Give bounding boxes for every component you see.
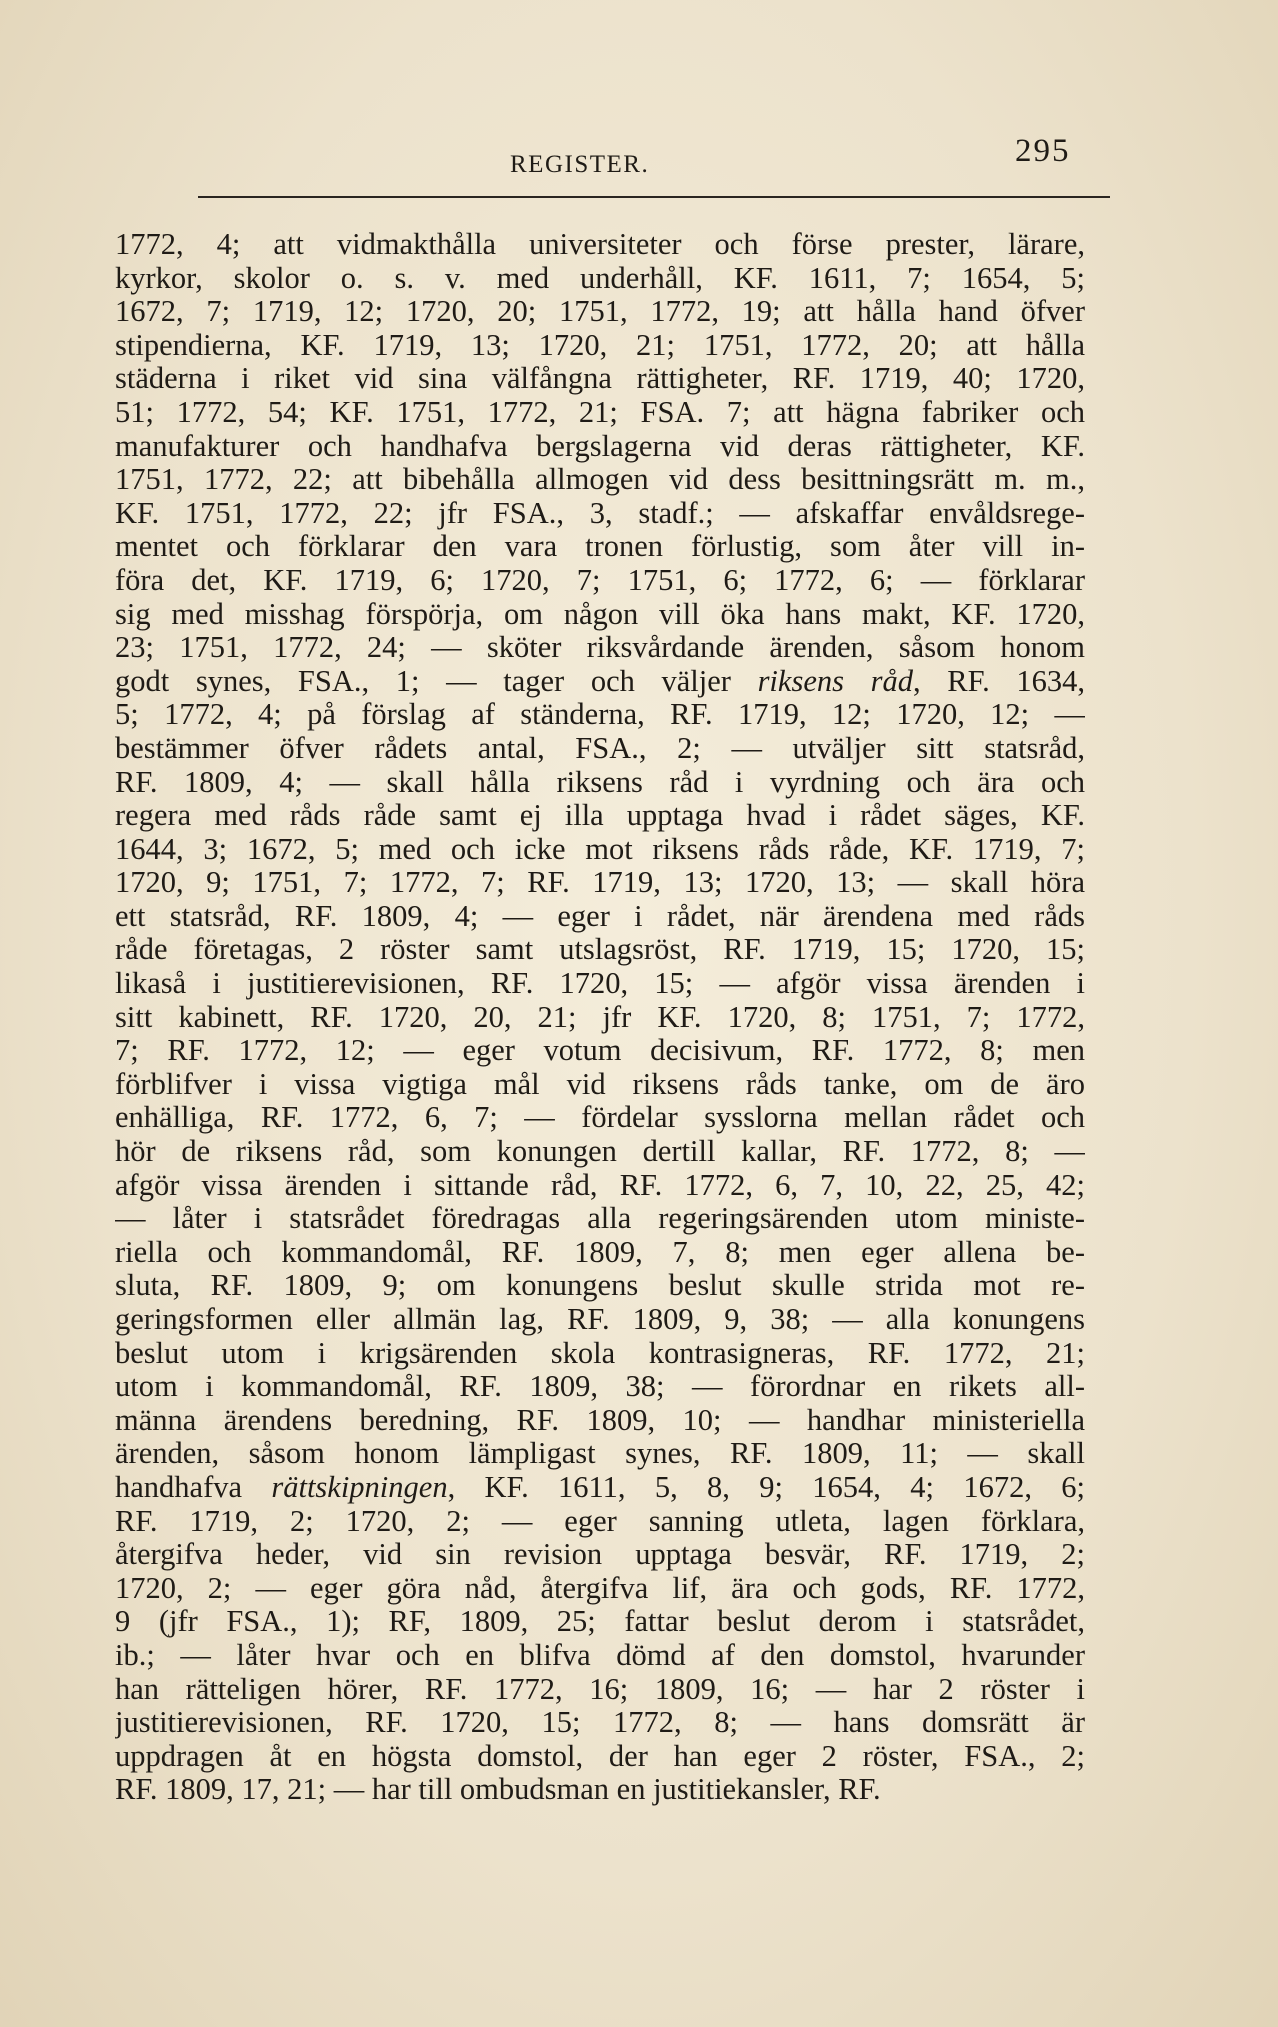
header-rule: [198, 196, 1110, 198]
text-line: uppdragen åt en högsta domstol, der han eger 2 röster, FSA., 2;: [115, 1739, 1085, 1773]
text-line: 51; 1772, 54; KF. 1751, 1772, 21; FSA. 7; att hägna fabriker och: [115, 395, 1085, 429]
text-line: 7; RF. 1772, 12; — eger votum decisivum, RF. 1772, 8; men: [115, 1034, 1085, 1068]
text-line: geringsformen eller allmän lag, RF. 1809, 9, 38; — alla konungens: [115, 1303, 1085, 1336]
text-line: handhafva rättskipningen, KF. 1611, 5, 8, 9; 1654, 4; 1672, 6;: [115, 1470, 1085, 1504]
text-line: sluta, RF. 1809, 9; om konungens beslut skulle strida mot re-: [115, 1269, 1085, 1303]
page-number: 295: [1015, 133, 1071, 169]
text-line: bestämmer öfver rådets antal, FSA., 2; — utväljer sitt statsråd,: [115, 731, 1085, 765]
text-line: regera med råds råde samt ej illa upptaga hvad i rådet säges, KF.: [115, 799, 1085, 833]
text-line: RF. 1809, 4; — skall hålla riksens råd i vyrdning och ära och: [115, 765, 1085, 799]
text-line: ett statsråd, RF. 1809, 4; — eger i rådet, när ärendena med råds: [115, 899, 1085, 933]
text-line: städerna i riket vid sina välfångna rättigheter, RF. 1719, 40; 1720,: [115, 362, 1085, 396]
text-line: 23; 1751, 1772, 24; — sköter riksvårdande ärenden, såsom honom: [115, 631, 1085, 665]
text-line: 5; 1772, 4; på förslag af ständerna, RF. 1719, 12; 1720, 12; —: [115, 698, 1085, 732]
text-line: afgör vissa ärenden i sittande råd, RF. 1772, 6, 7, 10, 22, 25, 42;: [115, 1168, 1085, 1202]
text-line: 1751, 1772, 22; att bibehålla allmogen vid dess besittningsrätt m. m.,: [115, 463, 1085, 497]
text-line: sitt kabinett, RF. 1720, 20, 21; jfr KF. 1720, 8; 1751, 7; 1772,: [115, 1000, 1085, 1034]
text-line: föra det, KF. 1719, 6; 1720, 7; 1751, 6; 1772, 6; — förklarar: [115, 563, 1085, 597]
text-line: 9 (jfr FSA., 1); RF, 1809, 25; fattar beslut derom i statsrådet,: [115, 1605, 1085, 1639]
text-line: mentet och förklarar den vara tronen förlustig, som åter vill in-: [115, 530, 1085, 564]
text-line: justitierevisionen, RF. 1720, 15; 1772, 8; — hans domsrätt är: [115, 1706, 1085, 1740]
text-line: beslut utom i krigsärenden skola kontrasigneras, RF. 1772, 21;: [115, 1336, 1085, 1370]
text-line: KF. 1751, 1772, 22; jfr FSA., 3, stadf.; — afskaffar envåldsrege-: [115, 496, 1085, 530]
text-line: hör de riksens råd, som konungen dertill kallar, RF. 1772, 8; —: [115, 1135, 1085, 1169]
text-line: råde företagas, 2 röster samt utslagsröst, RF. 1719, 15; 1720, 15;: [115, 933, 1085, 967]
text-line: 1772, 4; att vidmakthålla universiteter och förse prester, lärare,: [115, 228, 1085, 261]
register-text-body: [115, 228, 1085, 1807]
text-line: återgifva heder, vid sin revision upptaga besvär, RF. 1719, 2;: [115, 1538, 1085, 1572]
text-line: sig med misshag förspörja, om någon vill öka hans makt, KF. 1720,: [115, 597, 1085, 631]
text-line: riella och kommandomål, RF. 1809, 7, 8; men eger allena be-: [115, 1235, 1085, 1269]
running-title: REGISTER.: [510, 151, 650, 178]
text-line: likaså i justitierevisionen, RF. 1720, 15; — afgör vissa ärenden i: [115, 967, 1085, 1001]
text-line: RF. 1809, 17, 21; — har till ombudsman en justitiekansler, RF.: [115, 1773, 881, 1807]
text-line: 1720, 9; 1751, 7; 1772, 7; RF. 1719, 13; 1720, 13; — skall höra: [115, 866, 1085, 900]
text-line: kyrkor, skolor o. s. v. med underhåll, KF. 1611, 7; 1654, 5;: [115, 261, 1085, 295]
text-line: ärenden, såsom honom lämpligast synes, RF. 1809, 11; — skall: [115, 1437, 1085, 1471]
text-line: 1720, 2; — eger göra nåd, återgifva lif, ära och gods, RF. 1772,: [115, 1571, 1085, 1605]
text-line: utom i kommandomål, RF. 1809, 38; — förordnar en rikets all-: [115, 1370, 1085, 1404]
text-line: enhälliga, RF. 1772, 6, 7; — fördelar sysslorna mellan rådet och: [115, 1101, 1085, 1135]
text-line: stipendierna, KF. 1719, 13; 1720, 21; 1751, 1772, 20; att hålla: [115, 328, 1085, 362]
text-line: förblifver i vissa vigtiga mål vid riksens råds tanke, om de äro: [115, 1067, 1085, 1101]
text-line: männa ärendens beredning, RF. 1809, 10; — handhar ministeriella: [115, 1403, 1085, 1437]
text-line: ib.; — låter hvar och en blifva dömd af den domstol, hvarunder: [115, 1638, 1085, 1672]
text-line: 1672, 7; 1719, 12; 1720, 20; 1751, 1772, 19; att hålla hand öfver: [115, 295, 1085, 329]
text-line: manufakturer och handhafva bergslagerna vid deras rättigheter, KF.: [115, 429, 1085, 463]
text-line: han rätteligen hörer, RF. 1772, 16; 1809, 16; — har 2 röster i: [115, 1672, 1085, 1706]
page-header: [100, 133, 1100, 183]
text-line: RF. 1719, 2; 1720, 2; — eger sanning utleta, lagen förklara,: [115, 1504, 1085, 1538]
text-line: godt synes, FSA., 1; — tager och väljer riksens råd, RF. 1634,: [115, 664, 1085, 698]
text-line: 1644, 3; 1672, 5; med och icke mot riksens råds råde, KF. 1719, 7;: [115, 832, 1085, 866]
text-line: — låter i statsrådet föredragas alla regeringsärenden utom ministe-: [115, 1202, 1085, 1236]
